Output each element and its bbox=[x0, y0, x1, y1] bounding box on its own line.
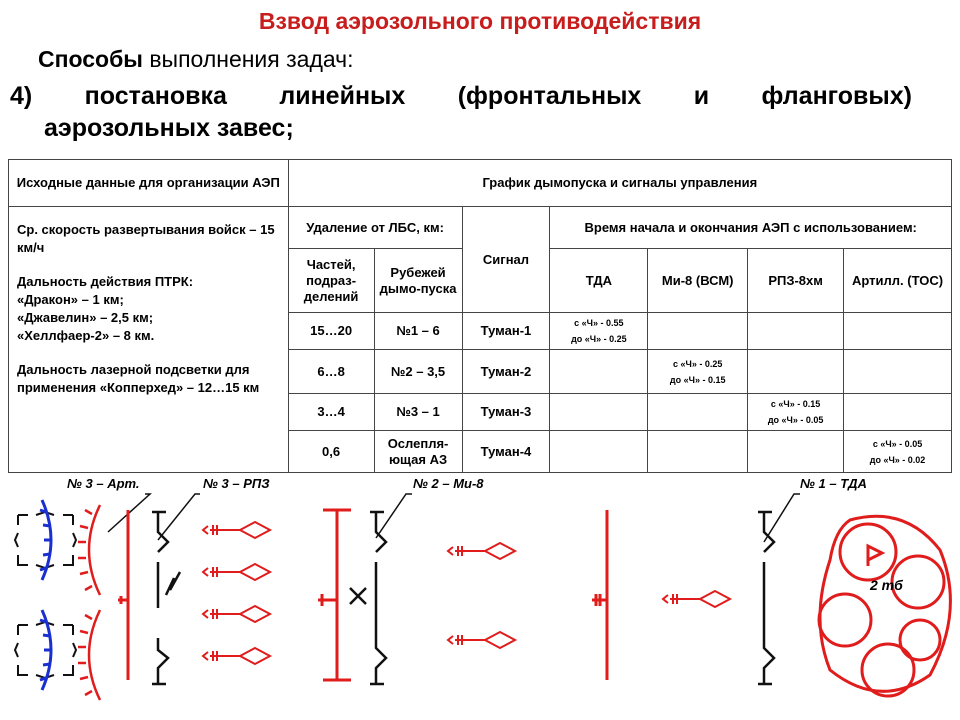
item-word: постановка bbox=[84, 82, 227, 110]
rpz-generator bbox=[203, 606, 270, 622]
lightning-icon bbox=[166, 572, 180, 595]
header-units: Частей, подраз-делений bbox=[288, 249, 374, 313]
header-mi8: Ми-8 (ВСМ) bbox=[648, 249, 748, 313]
smoke-line-3-art bbox=[118, 510, 128, 680]
row-signal: Туман-3 bbox=[462, 394, 550, 431]
empty-cell bbox=[550, 394, 648, 431]
row-time-rpz bbox=[748, 394, 844, 431]
subtitle-rest: выполнения задач: bbox=[142, 46, 354, 72]
row-distance: 0,6 bbox=[288, 431, 374, 473]
row-signal: Туман-1 bbox=[462, 313, 550, 350]
header-rpz: РПЗ-8хм bbox=[748, 249, 844, 313]
time-start: с «Ч» - 0.25 bbox=[673, 358, 723, 369]
tda-generator bbox=[663, 591, 730, 607]
row-signal: Туман-2 bbox=[462, 350, 550, 394]
header-art: Артилл. (ТОС) bbox=[844, 249, 952, 313]
atgm-dragon: «Дракон» – 1 км; bbox=[17, 292, 124, 307]
item-4 bbox=[10, 80, 912, 144]
red-arc-top bbox=[78, 505, 100, 595]
atgm-javelin: «Джавелин» – 2,5 км; bbox=[17, 310, 154, 325]
time-end: до «Ч» - 0.05 bbox=[767, 415, 824, 425]
header-time: Время начала и окончания АЭП с использованием: bbox=[550, 207, 952, 249]
row-line: №3 – 1 bbox=[374, 394, 462, 431]
time-start: с «Ч» - 0.15 bbox=[770, 399, 821, 409]
rpz-generator bbox=[203, 522, 270, 538]
tactical-scheme bbox=[0, 470, 960, 720]
mi8-generator bbox=[448, 543, 515, 559]
item-word: линейных bbox=[279, 82, 406, 110]
battalion-area bbox=[819, 516, 950, 696]
item-number: 4) bbox=[10, 82, 33, 110]
line-mi8 bbox=[370, 512, 386, 684]
label-mi8: № 2 – Ми-8 bbox=[413, 476, 484, 491]
empty-cell bbox=[748, 350, 844, 394]
time-start: с «Ч» - 0.55 bbox=[574, 318, 624, 328]
label-rpz: № 3 – РПЗ bbox=[203, 476, 270, 491]
row-signal: Туман-4 bbox=[462, 431, 550, 473]
header-distance: Удаление от ЛБС, км: bbox=[288, 207, 462, 249]
item-word: (фронтальных bbox=[457, 82, 642, 110]
row-line: №2 – 3,5 bbox=[374, 350, 462, 394]
subtitle-bold: Способы bbox=[38, 46, 143, 72]
row-time-art bbox=[844, 431, 952, 473]
leader-lines bbox=[108, 494, 800, 542]
page-title: Взвод аэрозольного противодействия bbox=[258, 8, 702, 34]
rpz-generator bbox=[203, 564, 270, 580]
schedule-table bbox=[8, 159, 952, 473]
empty-cell bbox=[844, 394, 952, 431]
item-word: и bbox=[693, 82, 710, 110]
row-distance: 3…4 bbox=[288, 394, 374, 431]
initial-data-cell bbox=[9, 207, 289, 473]
row-time-mi8 bbox=[648, 350, 748, 394]
header-initial-data: Исходные данные для организации АЭП bbox=[9, 160, 289, 207]
red-arc-bottom bbox=[78, 610, 100, 700]
empty-cell bbox=[648, 431, 748, 473]
label-tda: № 1 – ТДА bbox=[800, 476, 867, 491]
empty-cell bbox=[550, 350, 648, 394]
speed-text: Ср. скорость развертывания войск – 15 км/ч bbox=[17, 222, 275, 255]
empty-cell bbox=[748, 431, 844, 473]
item-line-2: аэрозольных завес; bbox=[44, 114, 294, 142]
laser-text: Дальность лазерной подсветки для применения «Копперхед» – 12…15 км bbox=[17, 362, 260, 395]
row-line: №1 – 6 bbox=[374, 313, 462, 350]
empty-cell bbox=[748, 313, 844, 350]
row-time-tda bbox=[550, 313, 648, 350]
time-end: до «Ч» - 0.02 bbox=[869, 454, 926, 465]
blue-arc-bottom bbox=[40, 610, 51, 690]
smoke-line-2 bbox=[318, 510, 351, 680]
time-end: до «Ч» - 0.25 bbox=[571, 334, 627, 344]
header-schedule: График дымопуска и сигналы управления bbox=[288, 160, 951, 207]
item-word: фланговых) bbox=[761, 82, 912, 110]
row-line: Ослепля-ющая АЗ bbox=[374, 431, 462, 473]
rpz-generator bbox=[203, 648, 270, 664]
header-signal: Сигнал bbox=[462, 207, 550, 313]
empty-cell bbox=[844, 350, 952, 394]
row-distance: 15…20 bbox=[288, 313, 374, 350]
empty-cell bbox=[648, 313, 748, 350]
atgm-hellfire: «Хеллфаер-2» – 8 км. bbox=[17, 328, 155, 343]
cross-icon bbox=[350, 588, 366, 604]
header-lines: Рубежей дымо-пуска bbox=[374, 249, 462, 313]
blue-arc-top bbox=[40, 500, 51, 580]
row-distance: 6…8 bbox=[288, 350, 374, 394]
time-end: до «Ч» - 0.15 bbox=[669, 374, 726, 385]
atgm-title: Дальность действия ПТРК: bbox=[17, 274, 194, 289]
empty-cell bbox=[844, 313, 952, 350]
subtitle bbox=[38, 46, 354, 73]
smoke-line-1 bbox=[592, 510, 607, 680]
header-tda: ТДА bbox=[550, 249, 648, 313]
empty-cell bbox=[550, 431, 648, 473]
label-art: № 3 – Арт. bbox=[67, 476, 140, 491]
empty-cell bbox=[648, 394, 748, 431]
item-line-1 bbox=[10, 80, 912, 112]
time-start: с «Ч» - 0.05 bbox=[872, 438, 923, 449]
label-2tb: 2 тб bbox=[870, 577, 903, 593]
mi8-generator bbox=[448, 632, 515, 648]
